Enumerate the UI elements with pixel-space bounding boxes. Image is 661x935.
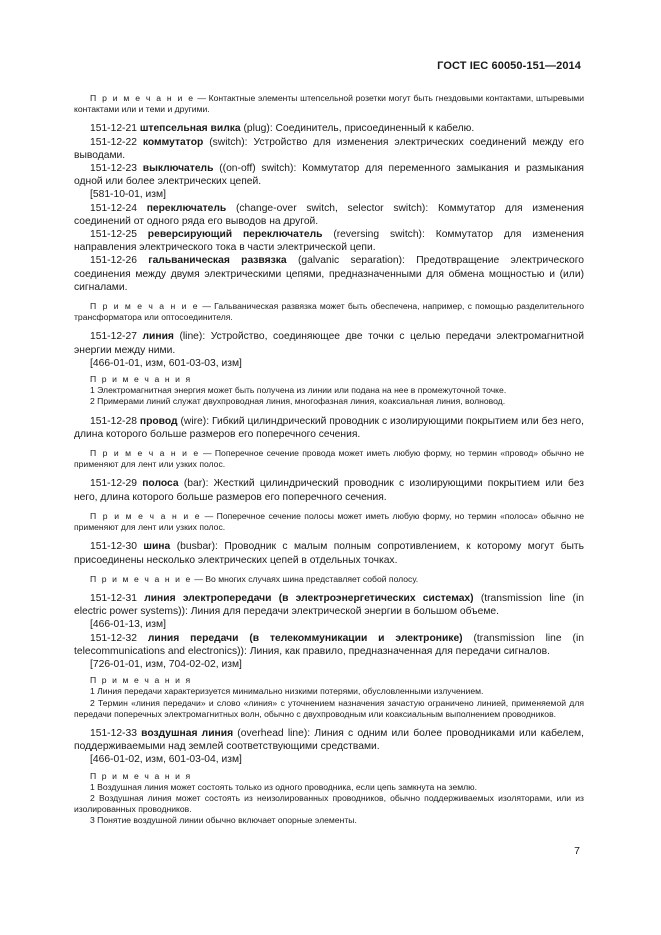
term-entry: 151-12-25 реверсирующий переключатель (reversing switch): Коммутатор для изменения направления электрического тока в части электрической цепи. (74, 229, 584, 254)
document-body (74, 93, 584, 827)
note-item: 1 Электромагнитная энергия может быть получена из линии или подана на нее в промежуточной точке. (90, 385, 507, 396)
note-item: 2 Примерами линий служат двухпроводная линия, многофазная линия, коаксиальная линия, волновод. (90, 396, 506, 407)
term-entry: 151-12-30 шина (busbar): Проводник с малым полным сопротивлением, к которому могут быть присоединены несколько электрических цепей в отдельных точках. (74, 541, 584, 566)
term-entry: 151-12-29 полоса (bar): Жесткий цилиндрический проводник с изолирующими покрытием или без него, длина которого больше размеров его поперечного сечения. (74, 478, 584, 503)
notes-heading: П р и м е ч а н и я (90, 374, 192, 385)
term: полоса (142, 478, 179, 490)
note-item: 2 Термин «линия передачи» и слово «линия» с уточнением назначения зачастую ограничено линией, применяемой для передачи поперечных электромагнитных волн, обычно с двухпроводным или коаксиальным выполнением проводников. (74, 697, 584, 719)
note-item: 3 Понятие воздушной линии обычно включает опорные элементы. (90, 815, 357, 826)
term: шина (143, 541, 171, 553)
source-reference: [466-01-01, изм, 601-03-03, изм] (90, 357, 242, 369)
term: линия передачи (в телекоммуникации и электронике) (147, 632, 463, 644)
term: коммутатор (142, 136, 204, 148)
term: линия электропередачи (в электроэнергетических системах) (144, 592, 474, 604)
term: выключатель (142, 163, 214, 175)
source-reference: [466-01-02, изм, 601-03-04, изм] (90, 754, 242, 766)
term-entry: 151-12-33 воздушная линия (overhead line): Линия с одним или более проводниками или кабелем, поддерживаемыми над землей соответствующими средствами. (74, 727, 584, 753)
note-item: 1 Воздушная линия может состоять только из одного проводника, если цепь замкнута на землю. (90, 781, 477, 792)
term: переключатель (146, 202, 227, 214)
term-entry: 151-12-26 гальваническая развязка (galvanic separation): Предотвращение электрического соединения между двумя электрическими цепями, предназначенными для обмена мощностью и (или) сигналами. (74, 255, 584, 293)
term: линия (142, 331, 174, 343)
term: гальваническая развязка (148, 255, 287, 267)
note: П р и м е ч а н и е — Поперечное сечение полосы может иметь любую форму, но термин «полоса» обычно не применяют для лент или узких полос. (74, 510, 584, 533)
source-reference: [726-01-01, изм, 704-02-02, изм] (90, 658, 242, 670)
note: П р и м е ч а н и е — Во многих случаях шина представляет собой полосу. (90, 573, 419, 584)
source-reference: [581-10-01, изм] (90, 189, 166, 201)
notes-heading: П р и м е ч а н и я (90, 770, 192, 781)
term-entry: 151-12-21 штепсельная вилка (plug): Соединитель, присоединенный к кабелю. (90, 123, 475, 135)
term: реверсирующий переключатель (147, 229, 323, 241)
term-entry: 151-12-23 выключатель ((on-off) switch): Коммутатор для переменного замыкания и размыкания одной или более электрических цепей. (74, 163, 584, 188)
term: провод (139, 415, 178, 427)
term-entry: 151-12-22 коммутатор (switch): Устройство для изменения электрических соединений между его выводами. (74, 136, 584, 161)
note-item: 1 Линия передачи характеризуется минимально низкими потерями, обусловленными излучением. (90, 686, 484, 697)
source-reference: [466-01-13, изм] (90, 619, 166, 631)
term-entry: 151-12-28 провод (wire): Гибкий цилиндрический проводник с изолирующими покрытием или без него, длина которого больше размеров его поперечного сечения. (74, 415, 584, 440)
note-item: 2 Воздушная линия может состоять из неизолированных проводников, обычно поддерживаемых изоляторами, или из изолированных проводников. (74, 792, 584, 815)
term: воздушная линия (141, 727, 234, 739)
term-entry: 151-12-24 переключатель (change-over switch, selector switch): Коммутатор для изменения соединений от одного ряда его выводов на другой. (74, 202, 584, 227)
page-number: 7 (574, 845, 580, 857)
note: П р и м е ч а н и е — Поперечное сечение провода может иметь любую форму, но термин «провод» обычно не применяют для лент или узких полос. (74, 448, 584, 470)
term-entry: 151-12-32 линия передачи (в телекоммуникации и электронике) (transmission line (in telecommunications and electronics)): Линия, как правило, предназначенная для передачи сигналов. (74, 632, 584, 657)
note: П р и м е ч а н и е — Гальваническая развязка может быть обеспечена, например, с помощью разделительного трансформатора или оптосоединителя. (74, 301, 584, 323)
notes-heading: П р и м е ч а н и я (90, 675, 192, 686)
term-entry: 151-12-27 линия (line): Устройство, соединяющее две точки с целью передачи электромагнитной энергии между ними. (74, 331, 584, 356)
note: П р и м е ч а н и е — Контактные элементы штепсельной розетки могут быть гнездовыми контактами, штыревыми контактами или и теми и другими. (74, 93, 584, 115)
term-entry: 151-12-31 линия электропередачи (в электроэнергетических системах) (transmission line (in electric power systems)): Линия для передачи электрической энергии в большом объеме. (74, 592, 584, 618)
document-code: ГОСТ IEC 60050-151—2014 (437, 60, 581, 72)
term: штепсельная вилка (139, 123, 241, 135)
